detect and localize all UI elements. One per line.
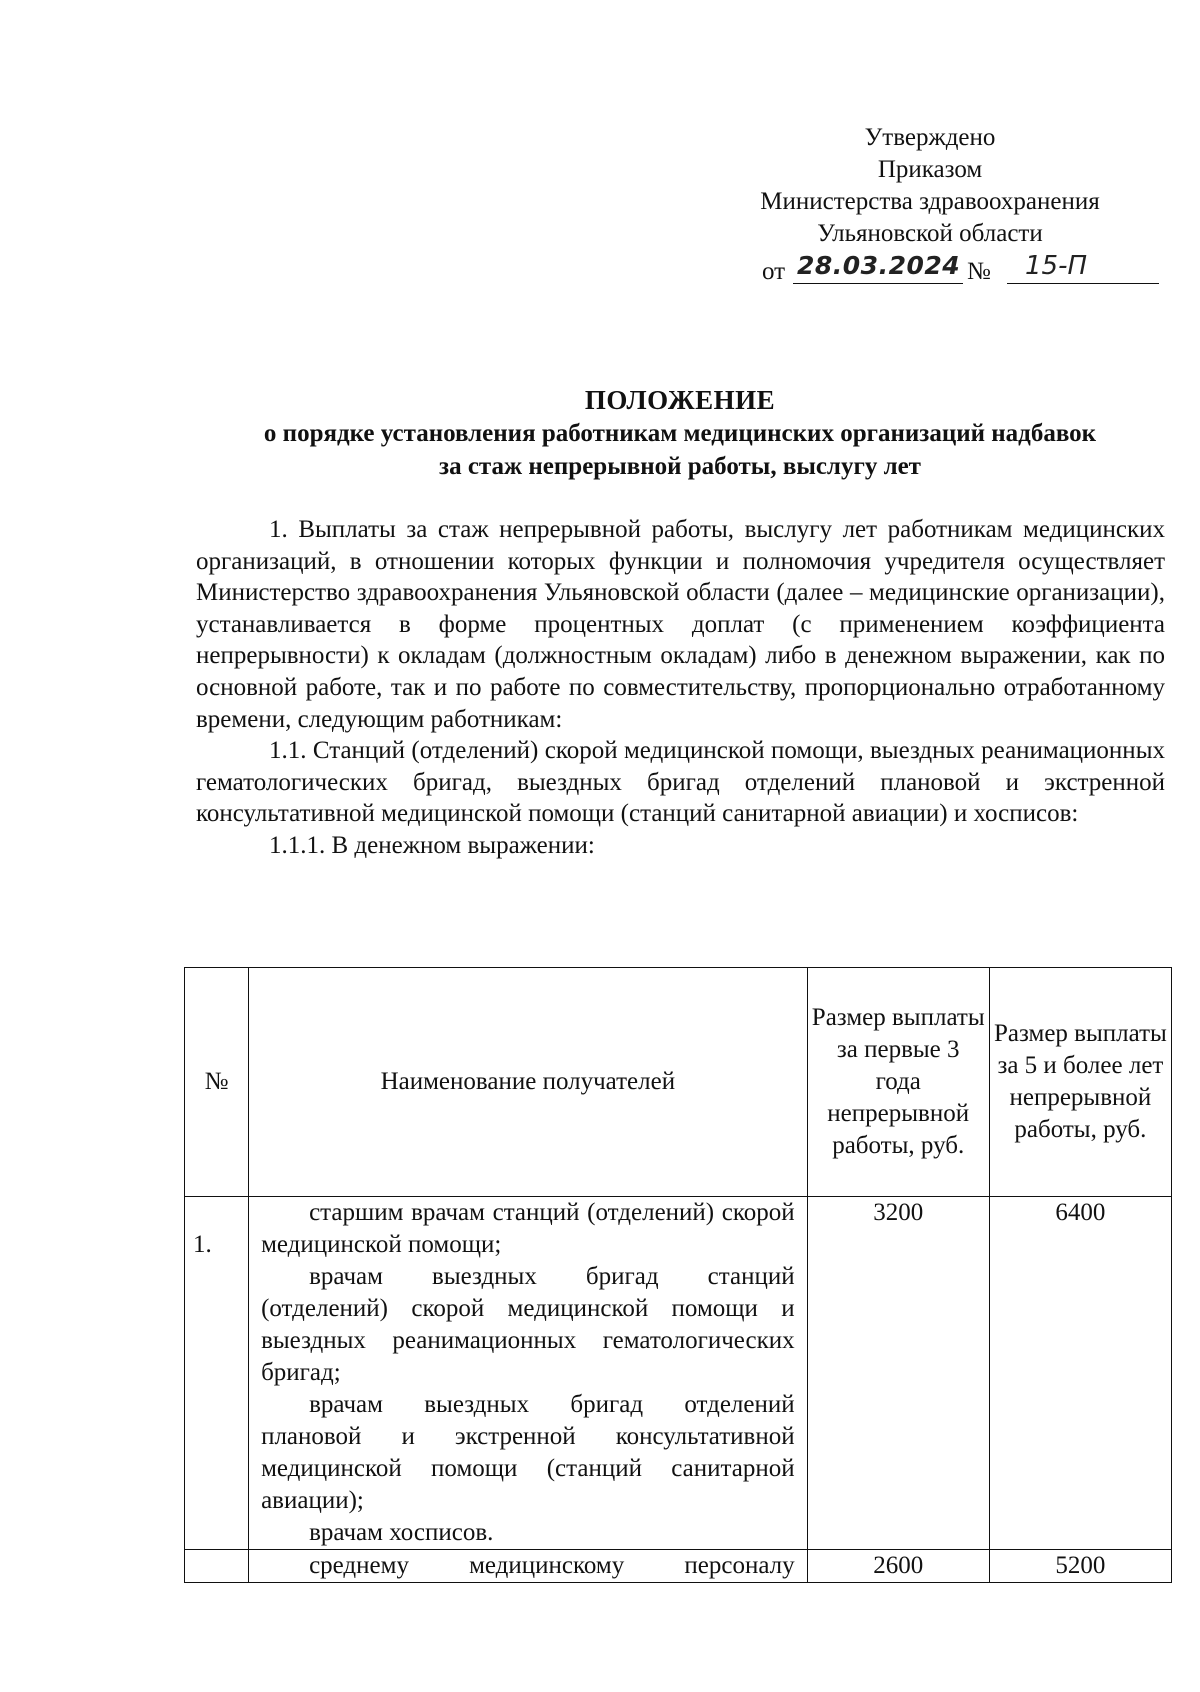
row-recipients: [249, 1197, 808, 1550]
table-row: [185, 1550, 1172, 1583]
table-row: [185, 1197, 1172, 1550]
row-value-first3: 2600: [807, 1550, 989, 1583]
from-label: от: [762, 258, 786, 285]
row-value-five-plus: 6400: [989, 1197, 1171, 1550]
paragraph-1-1-1: 1.1.1. В денежном выражении:: [269, 831, 595, 859]
paragraph-1-1: 1.1. Станций (отделений) скорой медицинской помощи, выездных реанимационных гематологических бригад, выездных бригад отделений плановой и экстренной консультативной медицинской помощи (станций санитарной авиации) и хосписов:: [196, 737, 1165, 828]
table-header-row: [185, 968, 1172, 1197]
header-five-plus: Размер выплаты за 5 и более лет непрерывной работы, руб.: [989, 968, 1171, 1197]
recipient-item: старшим врачам станций (отделений) скорой медицинской помощи;: [261, 1199, 795, 1258]
recipient-item: врачам хосписов.: [309, 1519, 494, 1546]
header-first3: Размер выплаты за первые 3 года непрерывной работы, руб.: [807, 968, 989, 1197]
approval-line-approved: Утверждено: [864, 124, 996, 151]
approval-line-ministry: Министерства здравоохранения: [760, 188, 1100, 215]
header-no: №: [185, 968, 249, 1197]
number-label: №: [967, 258, 991, 285]
row-value-first3: 3200: [807, 1197, 989, 1550]
row-no: [185, 1550, 249, 1583]
row-no: 1.: [185, 1197, 249, 1550]
recipient-item: врачам выездных бригад станций (отделений) скорой медицинской помощи и выездных реанимационных гематологических бригад;: [261, 1263, 795, 1386]
title-heading: ПОЛОЖЕНИЕ: [584, 385, 776, 415]
approval-date-number: [762, 250, 1162, 290]
row-value-five-plus: 5200: [989, 1550, 1171, 1583]
handwritten-number: 15-П: [1007, 250, 1159, 284]
paragraph-1: 1. Выплаты за стаж непрерывной работы, выслугу лет работникам медицинских организаций, в отношении которых функции и полномочия учредителя осуществляет Министерство здравоохранения Ульяновской области (далее – медицинские организации), устанавливается в форме процентных доплат (с применением коэффициента непрерывности) к окладам (должностным окладам) либо в денежном выражении, как по основной работе, так и по работе по совместительству, пропорционально отработанному времени, следующим работникам:: [196, 516, 1165, 733]
handwritten-date: 28.03.2024: [793, 250, 963, 284]
payments-table: [184, 967, 1172, 1583]
header-name: Наименование получателей: [249, 968, 808, 1197]
document-body: [196, 514, 1165, 862]
row-recipients: [249, 1550, 808, 1583]
document-title: [195, 384, 1165, 483]
title-subtitle-line1: о порядке установления работникам медицинских организаций надбавок: [263, 420, 1097, 447]
approval-line-region: Ульяновской области: [817, 220, 1043, 247]
title-subtitle-line2: за стаж непрерывной работы, выслугу лет: [439, 453, 921, 480]
recipient-item: врачам выездных бригад отделений плановой и экстренной консультативной медицинской помощи (станций санитарной авиации);: [261, 1391, 795, 1514]
approval-line-order: Приказом: [877, 156, 983, 183]
recipient-item: среднему медицинскому персоналу: [309, 1552, 795, 1579]
approval-block: [700, 122, 1160, 250]
